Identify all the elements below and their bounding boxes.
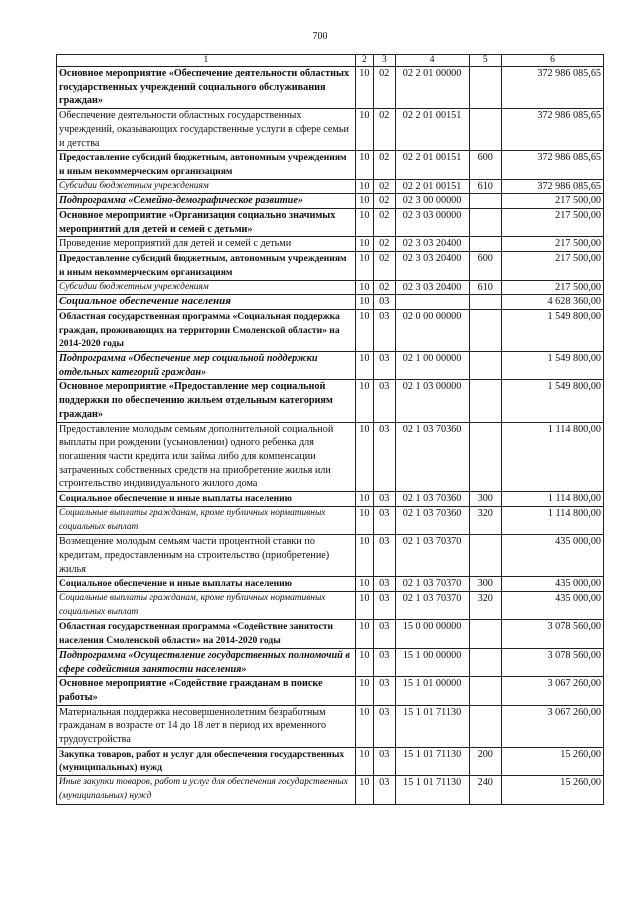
table-row [57, 422, 604, 492]
table-row [57, 295, 604, 310]
target-article-cell: 02 3 03 20400 [395, 252, 469, 280]
expense-type-cell [469, 705, 501, 747]
table-row [57, 705, 604, 747]
table-row [57, 352, 604, 380]
target-article-cell: 15 1 01 71130 [395, 705, 469, 747]
item-name-cell: Проведение мероприятий для детей и семей с детьми [57, 237, 356, 252]
amount-cell: 1 549 800,00 [501, 352, 603, 380]
target-article-cell: 15 1 01 00000 [395, 677, 469, 705]
table-row [57, 648, 604, 676]
expense-type-cell: 300 [469, 577, 501, 592]
table-header-row [57, 55, 604, 67]
section-code-cell: 10 [355, 194, 373, 209]
target-article-cell: 15 0 00 00000 [395, 620, 469, 648]
subsection-code-cell: 02 [374, 151, 395, 179]
expense-type-cell [469, 309, 501, 351]
amount-cell: 217 500,00 [501, 252, 603, 280]
subsection-code-cell: 03 [374, 492, 395, 507]
amount-cell: 1 114 800,00 [501, 506, 603, 534]
amount-cell: 3 067 260,00 [501, 705, 603, 747]
subsection-code-cell: 02 [374, 194, 395, 209]
subsection-code-cell: 02 [374, 280, 395, 295]
target-article-cell: 02 1 03 70360 [395, 492, 469, 507]
subsection-code-cell: 02 [374, 209, 395, 237]
section-code-cell: 10 [355, 280, 373, 295]
expense-type-cell [469, 209, 501, 237]
section-code-cell: 10 [355, 648, 373, 676]
expense-type-cell: 320 [469, 592, 501, 620]
expense-type-cell [469, 237, 501, 252]
item-name-cell: Предоставление субсидий бюджетным, автономным учреждениям и иным некоммерческим организациям [57, 151, 356, 179]
amount-cell: 15 260,00 [501, 747, 603, 775]
table-row [57, 151, 604, 179]
section-code-cell: 10 [355, 179, 373, 194]
target-article-cell: 02 2 01 00151 [395, 109, 469, 151]
amount-cell: 217 500,00 [501, 194, 603, 209]
subsection-code-cell: 03 [374, 380, 395, 422]
expense-type-cell [469, 535, 501, 577]
section-code-cell: 10 [355, 252, 373, 280]
target-article-cell: 15 1 01 71130 [395, 747, 469, 775]
item-name-cell: Закупка товаров, работ и услуг для обеспечения государственных (муниципальных) нужд [57, 747, 356, 775]
table-row [57, 776, 604, 804]
item-name-cell: Социальные выплаты гражданам, кроме публичных нормативных социальных выплат [57, 592, 356, 620]
section-code-cell: 10 [355, 492, 373, 507]
column-header: 4 [395, 55, 469, 67]
expense-type-cell: 240 [469, 776, 501, 804]
subsection-code-cell: 03 [374, 592, 395, 620]
section-code-cell: 10 [355, 535, 373, 577]
expense-type-cell [469, 380, 501, 422]
target-article-cell: 02 3 03 20400 [395, 280, 469, 295]
item-name-cell: Социальные выплаты гражданам, кроме публичных нормативных социальных выплат [57, 506, 356, 534]
subsection-code-cell: 03 [374, 705, 395, 747]
table-row [57, 179, 604, 194]
section-code-cell: 10 [355, 577, 373, 592]
item-name-cell: Основное мероприятие «Предоставление мер социальной поддержки по обеспечению жильем отдельным категориям граждан» [57, 380, 356, 422]
target-article-cell: 02 1 03 70370 [395, 592, 469, 620]
section-code-cell: 10 [355, 237, 373, 252]
table-row [57, 194, 604, 209]
item-name-cell: Иные закупки товаров, работ и услуг для обеспечения государственных (муниципальных) нужд [57, 776, 356, 804]
target-article-cell: 02 0 00 00000 [395, 309, 469, 351]
item-name-cell: Материальная поддержка несовершеннолетним безработным гражданам в возрасте от 14 до 18 лет в период их временного трудоустройства [57, 705, 356, 747]
table-row [57, 252, 604, 280]
subsection-code-cell: 03 [374, 747, 395, 775]
table-row [57, 577, 604, 592]
amount-cell: 435 000,00 [501, 592, 603, 620]
expense-type-cell [469, 67, 501, 109]
section-code-cell: 10 [355, 592, 373, 620]
section-code-cell: 10 [355, 705, 373, 747]
amount-cell: 217 500,00 [501, 209, 603, 237]
target-article-cell: 02 1 00 00000 [395, 352, 469, 380]
table-row [57, 747, 604, 775]
table-row [57, 380, 604, 422]
amount-cell: 1 549 800,00 [501, 380, 603, 422]
item-name-cell: Подпрограмма «Обеспечение мер социальной поддержки отдельных категорий граждан» [57, 352, 356, 380]
table-row [57, 309, 604, 351]
table-row [57, 109, 604, 151]
column-header: 5 [469, 55, 501, 67]
section-code-cell: 10 [355, 380, 373, 422]
item-name-cell: Субсидии бюджетным учреждениям [57, 280, 356, 295]
section-code-cell: 10 [355, 309, 373, 351]
item-name-cell: Основное мероприятие «Организация социально значимых мероприятий для детей и семей с детьми» [57, 209, 356, 237]
section-code-cell: 10 [355, 747, 373, 775]
subsection-code-cell: 03 [374, 506, 395, 534]
item-name-cell: Областная государственная программа «Содействие занятости населения Смоленской области» на 2014-2020 годы [57, 620, 356, 648]
table-body [57, 67, 604, 805]
subsection-code-cell: 03 [374, 422, 395, 492]
expense-type-cell: 320 [469, 506, 501, 534]
amount-cell: 1 114 800,00 [501, 422, 603, 492]
item-name-cell: Предоставление молодым семьям дополнительной социальной выплаты при рождении (усыновлении) одного ребенка для погашения части кредита или займа либо для компенсации затраченных собственных средств на приобретение жилья или строительство индивидуального жилого дома [57, 422, 356, 492]
section-code-cell: 10 [355, 295, 373, 310]
table-row [57, 492, 604, 507]
subsection-code-cell: 03 [374, 677, 395, 705]
target-article-cell: 02 1 03 70360 [395, 506, 469, 534]
table-row [57, 67, 604, 109]
target-article-cell: 15 1 00 00000 [395, 648, 469, 676]
section-code-cell: 10 [355, 776, 373, 804]
section-code-cell: 10 [355, 620, 373, 648]
item-name-cell: Обеспечение деятельности областных государственных учреждений, оказывающих государственные услуги в сфере семьи и детства [57, 109, 356, 151]
subsection-code-cell: 02 [374, 67, 395, 109]
column-header: 2 [355, 55, 373, 67]
item-name-cell: Основное мероприятие «Содействие гражданам в поиске работы» [57, 677, 356, 705]
amount-cell: 372 986 085,65 [501, 109, 603, 151]
section-code-cell: 10 [355, 422, 373, 492]
table-row [57, 237, 604, 252]
expense-type-cell: 610 [469, 179, 501, 194]
page-number: 700 [312, 31, 328, 42]
item-name-cell: Основное мероприятие «Обеспечение деятельности областных государственных учреждений социального обслуживания граждан» [57, 67, 356, 109]
target-article-cell: 02 1 03 00000 [395, 380, 469, 422]
subsection-code-cell: 02 [374, 252, 395, 280]
item-name-cell: Предоставление субсидий бюджетным, автономным учреждениям и иным некоммерческим организациям [57, 252, 356, 280]
target-article-cell: 02 3 00 00000 [395, 194, 469, 209]
amount-cell: 4 628 360,00 [501, 295, 603, 310]
amount-cell: 372 986 085,65 [501, 179, 603, 194]
item-name-cell: Социальное обеспечение населения [57, 295, 356, 310]
amount-cell: 3 078 560,00 [501, 648, 603, 676]
target-article-cell: 02 2 01 00151 [395, 151, 469, 179]
target-article-cell: 02 1 03 70370 [395, 577, 469, 592]
item-name-cell: Подпрограмма «Осуществление государственных полномочий в сфере содействия занятости населения» [57, 648, 356, 676]
item-name-cell: Подпрограмма «Семейно-демографическое развитие» [57, 194, 356, 209]
expense-type-cell [469, 677, 501, 705]
expense-type-cell [469, 109, 501, 151]
budget-table [56, 54, 604, 805]
amount-cell: 217 500,00 [501, 280, 603, 295]
column-header: 6 [501, 55, 603, 67]
amount-cell: 3 067 260,00 [501, 677, 603, 705]
subsection-code-cell: 03 [374, 295, 395, 310]
amount-cell: 372 986 085,65 [501, 67, 603, 109]
amount-cell: 3 078 560,00 [501, 620, 603, 648]
item-name-cell: Возмещение молодым семьям части процентной ставки по кредитам, предоставленным на строительство (приобретение) жилья [57, 535, 356, 577]
target-article-cell: 02 3 03 00000 [395, 209, 469, 237]
section-code-cell: 10 [355, 67, 373, 109]
expense-type-cell: 600 [469, 252, 501, 280]
section-code-cell: 10 [355, 109, 373, 151]
target-article-cell: 02 3 03 20400 [395, 237, 469, 252]
table-row [57, 280, 604, 295]
amount-cell: 1 549 800,00 [501, 309, 603, 351]
amount-cell: 15 260,00 [501, 776, 603, 804]
amount-cell: 372 986 085,65 [501, 151, 603, 179]
subsection-code-cell: 03 [374, 309, 395, 351]
table-row [57, 506, 604, 534]
item-name-cell: Субсидии бюджетным учреждениям [57, 179, 356, 194]
section-code-cell: 10 [355, 506, 373, 534]
target-article-cell: 02 2 01 00000 [395, 67, 469, 109]
target-article-cell: 02 1 03 70360 [395, 422, 469, 492]
amount-cell: 435 000,00 [501, 535, 603, 577]
column-header: 3 [374, 55, 395, 67]
amount-cell: 217 500,00 [501, 237, 603, 252]
amount-cell: 435 000,00 [501, 577, 603, 592]
item-name-cell: Социальное обеспечение и иные выплаты населению [57, 492, 356, 507]
section-code-cell: 10 [355, 209, 373, 237]
expense-type-cell: 300 [469, 492, 501, 507]
expense-type-cell [469, 194, 501, 209]
target-article-cell: 02 1 03 70370 [395, 535, 469, 577]
expense-type-cell [469, 295, 501, 310]
section-code-cell: 10 [355, 151, 373, 179]
expense-type-cell: 610 [469, 280, 501, 295]
section-code-cell: 10 [355, 677, 373, 705]
subsection-code-cell: 03 [374, 577, 395, 592]
target-article-cell: 15 1 01 71130 [395, 776, 469, 804]
subsection-code-cell: 02 [374, 179, 395, 194]
target-article-cell: 02 2 01 00151 [395, 179, 469, 194]
table-row [57, 677, 604, 705]
table-row [57, 535, 604, 577]
column-header: 1 [57, 55, 356, 67]
subsection-code-cell: 03 [374, 535, 395, 577]
expense-type-cell: 200 [469, 747, 501, 775]
target-article-cell [395, 295, 469, 310]
subsection-code-cell: 02 [374, 109, 395, 151]
item-name-cell: Социальное обеспечение и иные выплаты населению [57, 577, 356, 592]
table-row [57, 620, 604, 648]
subsection-code-cell: 03 [374, 352, 395, 380]
section-code-cell: 10 [355, 352, 373, 380]
table-row [57, 592, 604, 620]
table-row [57, 209, 604, 237]
amount-cell: 1 114 800,00 [501, 492, 603, 507]
subsection-code-cell: 03 [374, 776, 395, 804]
expense-type-cell [469, 422, 501, 492]
subsection-code-cell: 02 [374, 237, 395, 252]
subsection-code-cell: 03 [374, 620, 395, 648]
expense-type-cell [469, 648, 501, 676]
expense-type-cell [469, 620, 501, 648]
expense-type-cell [469, 352, 501, 380]
expense-type-cell: 600 [469, 151, 501, 179]
subsection-code-cell: 03 [374, 648, 395, 676]
item-name-cell: Областная государственная программа «Социальная поддержка граждан, проживающих на территории Смоленской области» на 2014-2020 годы [57, 309, 356, 351]
